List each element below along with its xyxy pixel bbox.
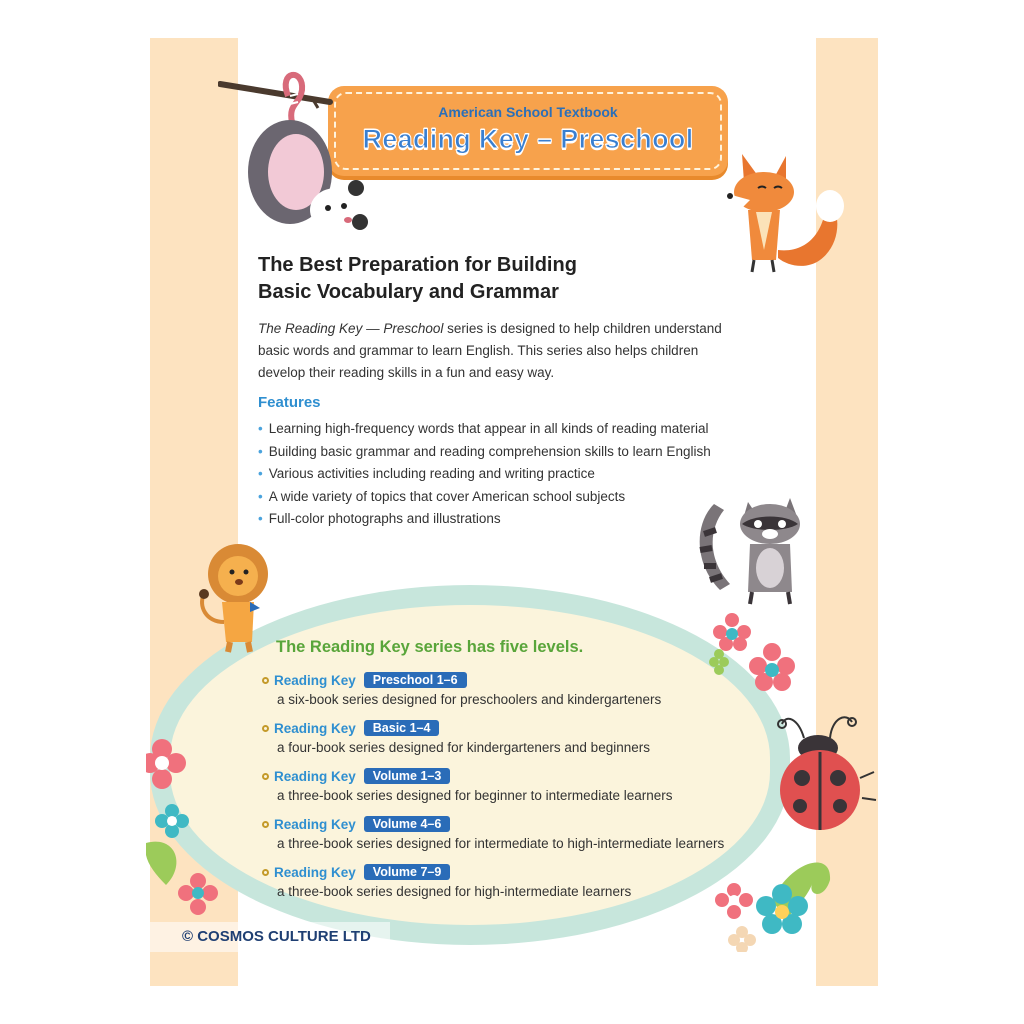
feature-item [258, 441, 778, 464]
series-label: Reading Key [274, 672, 356, 688]
heading-line-2: Basic Vocabulary and Grammar [258, 281, 559, 303]
feature-text: Full-color photographs and illustrations [268, 511, 501, 526]
lion-icon [192, 542, 282, 654]
flower-icon [712, 840, 832, 952]
series-label: Reading Key [274, 768, 356, 784]
bullet-icon: • [258, 466, 263, 481]
level-description: a six-book series designed for preschoolers and kindergarteners [277, 692, 662, 707]
ladybug-icon [770, 708, 880, 838]
main-heading [258, 252, 678, 306]
bullet-icon: • [258, 421, 263, 436]
level-badge: Volume 1–3 [364, 768, 451, 784]
level-badge: Volume 7–9 [364, 864, 451, 880]
features-title: Features [258, 394, 321, 411]
level-description: a four-book series designed for kindergarteners and beginners [277, 740, 650, 755]
fox-icon [722, 154, 852, 276]
level-item [262, 814, 762, 854]
level-item [262, 862, 762, 902]
banner-title: Reading Key – Preschool [362, 124, 694, 154]
bullet-icon [262, 821, 269, 828]
feature-text: Various activities including reading and writing practice [268, 466, 595, 481]
level-badge: Basic 1–4 [364, 720, 440, 736]
level-badge: Volume 4–6 [364, 816, 451, 832]
series-label: Reading Key [274, 816, 356, 832]
intro-text: series is designed to help children understand basic words and grammar to learn English. This series also helps children develop their reading skills in a fun and easy way. [258, 321, 722, 380]
flower-icon [146, 735, 228, 925]
copyright-label: © COSMOS CULTURE LTD [150, 922, 390, 952]
feature-text: A wide variety of topics that cover American school subjects [268, 488, 626, 504]
level-description: a three-book series designed for intermediate to high-intermediate learners [277, 836, 725, 851]
level-item [262, 670, 762, 710]
feature-text: Learning high-frequency words that appear in all kinds of reading material [268, 421, 709, 436]
feature-item [258, 418, 778, 441]
levels-title: The Reading Key series has five levels. [276, 638, 584, 656]
bullet-icon [262, 773, 269, 780]
series-label: Reading Key [274, 864, 356, 880]
bullet-icon [262, 677, 269, 684]
series-name: The Reading Key — Preschool [258, 321, 444, 336]
feature-item [258, 463, 778, 486]
banner-subtitle: American School Textbook [438, 104, 618, 120]
level-description: a three-book series designed for high-intermediate learners [277, 884, 632, 899]
bullet-icon: • [258, 443, 263, 459]
bullet-icon [262, 869, 269, 876]
bullet-icon: • [258, 511, 263, 526]
bullet-icon [262, 725, 269, 732]
level-description: a three-book series designed for beginner to intermediate learners [277, 788, 673, 803]
level-badge: Preschool 1–6 [364, 672, 467, 688]
series-label: Reading Key [274, 720, 356, 736]
title-banner [328, 86, 728, 176]
opossum-icon [218, 60, 388, 240]
heading-line-1: The Best Preparation for Building [258, 254, 577, 276]
bullet-icon: • [258, 488, 263, 504]
level-item [262, 718, 762, 758]
feature-text: Building basic grammar and reading comprehension skills to learn English [268, 443, 711, 459]
intro-paragraph [258, 318, 738, 384]
level-item [262, 766, 762, 806]
flower-icon [706, 610, 802, 700]
raccoon-icon [694, 494, 810, 606]
